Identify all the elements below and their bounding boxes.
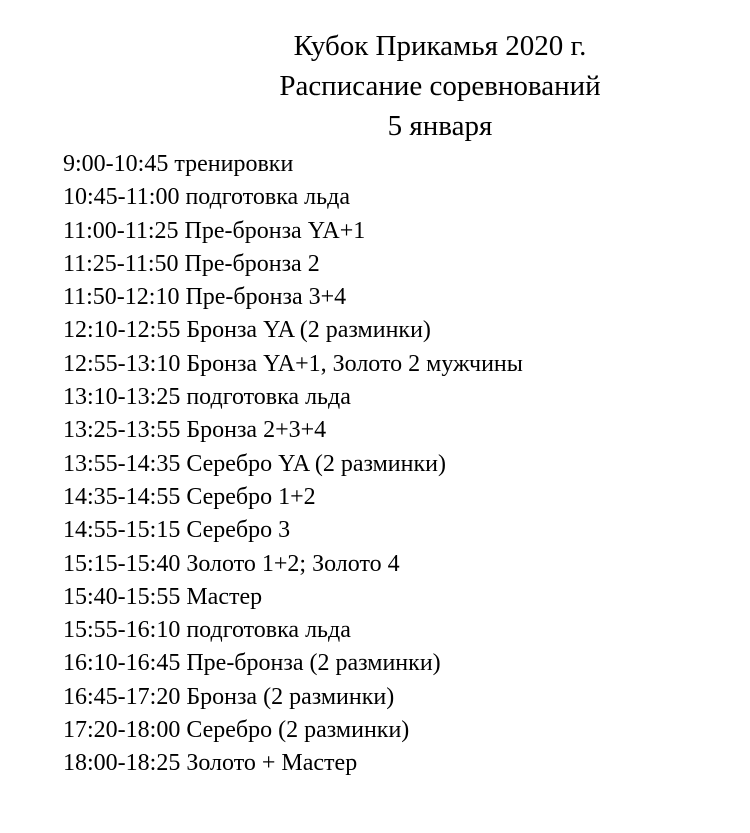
schedule-time: 12:10-12:55 xyxy=(63,317,181,344)
schedule-event: Пре-бронза 2 xyxy=(184,250,320,277)
schedule-time: 10:45-11:00 xyxy=(63,184,180,211)
schedule-row xyxy=(63,248,523,281)
schedule-row xyxy=(63,714,523,747)
schedule-event: Пре-бронза YA+1 xyxy=(184,217,366,244)
schedule-time: 9:00-10:45 xyxy=(63,151,169,177)
schedule-row xyxy=(63,181,523,214)
schedule-time: 15:40-15:55 xyxy=(63,583,181,610)
schedule-row xyxy=(63,581,523,614)
schedule-row xyxy=(63,548,523,581)
schedule-row xyxy=(63,481,523,514)
schedule-time: 16:45-17:20 xyxy=(63,683,181,710)
schedule-event: Серебро 1+2 xyxy=(186,483,316,510)
document-header xyxy=(0,26,750,146)
schedule-event: Золото + Мастер xyxy=(186,750,358,777)
schedule-row xyxy=(63,614,523,647)
schedule-row xyxy=(63,747,523,780)
schedule-event: Бронза 2+3+4 xyxy=(186,417,327,444)
schedule-time: 13:25-13:55 xyxy=(63,417,181,444)
schedule-event: Бронза YA (2 разминки) xyxy=(186,317,431,344)
schedule-row xyxy=(63,681,523,714)
document-date: 5 января xyxy=(387,110,493,142)
schedule-row xyxy=(63,215,523,248)
schedule-time: 11:25-11:50 xyxy=(63,250,179,277)
schedule-row xyxy=(63,314,523,347)
schedule-row xyxy=(63,381,523,414)
schedule-event: Серебро (2 разминки) xyxy=(186,717,410,744)
schedule-event: Пре-бронза 3+4 xyxy=(185,284,347,311)
document-title: Кубок Прикамья 2020 г. xyxy=(293,30,587,62)
schedule-event: Серебро YA (2 разминки) xyxy=(186,450,446,477)
schedule-row xyxy=(63,448,523,481)
schedule-event: подготовка льда xyxy=(186,617,351,644)
schedule-row xyxy=(63,647,523,680)
schedule-event: Бронза (2 разминки) xyxy=(186,683,395,710)
schedule-time: 12:55-13:10 xyxy=(63,350,181,377)
schedule-list xyxy=(63,148,523,781)
schedule-event: Бронза YA+1, Золото 2 мужчины xyxy=(186,350,523,377)
schedule-time: 17:20-18:00 xyxy=(63,717,181,744)
schedule-row xyxy=(63,414,523,447)
schedule-event: подготовка льда xyxy=(186,384,351,411)
schedule-time: 16:10-16:45 xyxy=(63,650,181,677)
schedule-time: 13:10-13:25 xyxy=(63,384,181,411)
document-subtitle: Расписание соревнований xyxy=(279,70,601,102)
schedule-time: 11:50-12:10 xyxy=(63,284,180,311)
schedule-event: Золото 1+2; Золото 4 xyxy=(186,550,400,577)
schedule-row xyxy=(63,514,523,547)
schedule-time: 11:00-11:25 xyxy=(63,217,179,244)
schedule-time: 14:55-15:15 xyxy=(63,517,181,544)
schedule-event: тренировки xyxy=(174,151,294,177)
schedule-row xyxy=(63,148,523,181)
schedule-row xyxy=(63,281,523,314)
schedule-event: Мастер xyxy=(186,583,263,610)
schedule-event: подготовка льда xyxy=(185,184,350,211)
schedule-time: 18:00-18:25 xyxy=(63,750,181,777)
schedule-time: 13:55-14:35 xyxy=(63,450,181,477)
schedule-event: Серебро 3 xyxy=(186,517,291,544)
schedule-time: 15:15-15:40 xyxy=(63,550,181,577)
schedule-row xyxy=(63,348,523,381)
schedule-time: 14:35-14:55 xyxy=(63,483,181,510)
schedule-time: 15:55-16:10 xyxy=(63,617,181,644)
schedule-event: Пре-бронза (2 разминки) xyxy=(186,650,441,677)
